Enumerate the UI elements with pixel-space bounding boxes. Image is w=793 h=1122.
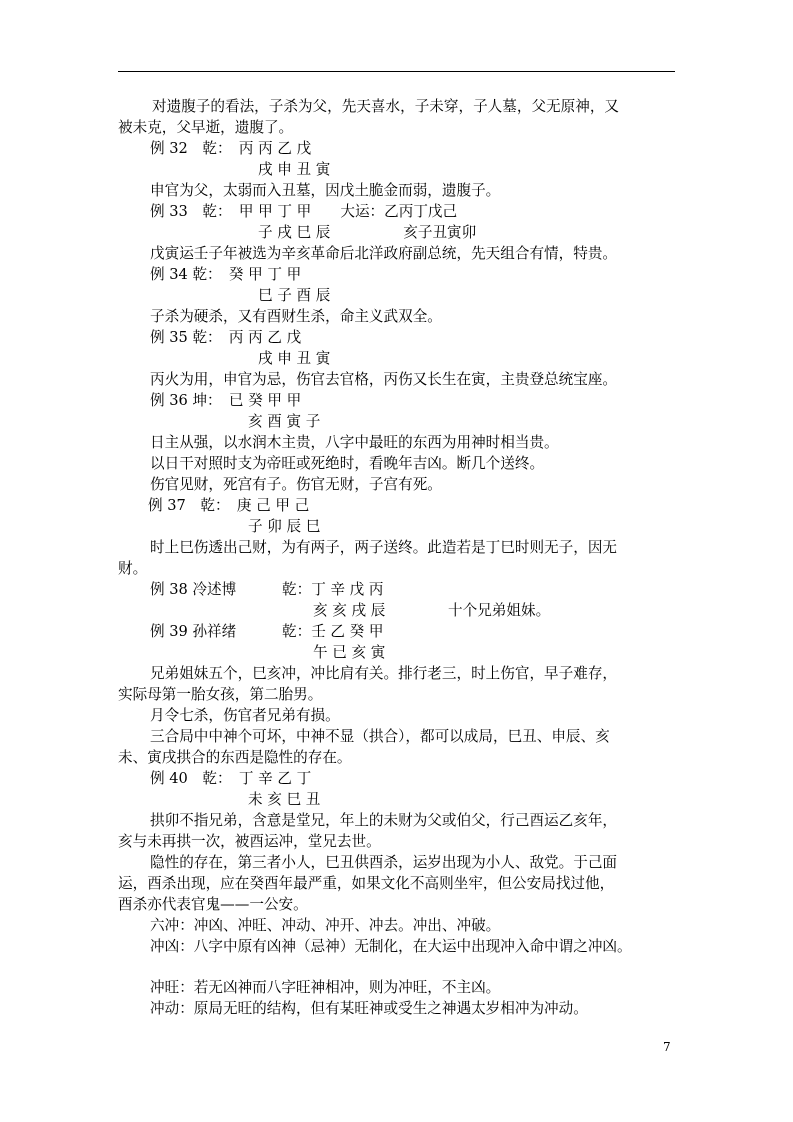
example-header: 例 40 乾： 丁 辛 乙 丁	[150, 770, 312, 787]
bazi-branches: 戌 申 丑 寅	[258, 350, 331, 367]
bazi-branches: 子 戌 巳 辰 亥子丑寅卯	[258, 224, 477, 241]
example-header: 例 38 冷述博	[150, 581, 237, 598]
bazi-branches: 午 已 亥 寅	[313, 644, 386, 661]
text-line: 冲旺：若无凶神而八字旺神相冲，则为冲旺，不主凶。	[150, 979, 501, 996]
text-line: 未、寅戌拱合的东西是隐性的存在。	[118, 749, 352, 766]
text-line: 戊寅运壬子年被选为辛亥革命后北洋政府副总统，先天组合有情，特贵。	[150, 245, 618, 262]
text-note: 十个兄弟姐妹。	[448, 602, 551, 619]
example-header: 例 35 乾： 丙 丙 乙 戊	[150, 329, 302, 346]
bazi-branches: 亥 亥 戌 辰	[313, 602, 386, 619]
text-line: 子杀为硬杀，又有酉财生杀，命主义武双全。	[150, 308, 442, 325]
text-line: 日主从强，以水润木主贵，八字中最旺的东西为用神时相当贵。	[150, 434, 559, 451]
bazi-branches: 巳 子 酉 辰	[258, 287, 331, 304]
header-rule	[118, 71, 675, 72]
text-line: 隐性的存在，第三者小人，巳丑供酉杀，运岁出现为小人、敌党。于己面	[150, 854, 618, 871]
example-header: 例 33 乾： 甲 甲 丁 甲 大运：乙丙丁戊己	[150, 203, 458, 220]
example-header: 例 39 孙祥绪	[150, 623, 237, 640]
bazi-branches: 未 亥 巳 丑	[248, 791, 321, 808]
example-header: 例 34 乾： 癸 甲 丁 甲	[150, 266, 302, 283]
text-line: 伤官见财，死宫有子。伤官无财，子宫有死。	[150, 476, 442, 493]
text-line: 财。	[118, 560, 148, 577]
text-line: 拱卯不指兄弟，含意是堂兄，年上的未财为父或伯父，行己酉运乙亥年，	[150, 812, 618, 829]
text-line: 以日干对照时支为帝旺或死绝时，看晚年吉凶。断几个送终。	[150, 455, 545, 472]
text-line: 冲动：原局无旺的结构，但有某旺神或受生之神遇太岁相冲为冲动。	[150, 1000, 588, 1017]
text-line: 申官为父，太弱而入丑墓，因戊土脆金而弱，遗腹子。	[150, 182, 501, 199]
example-header: 例 32 乾： 丙 丙 乙 戊	[150, 140, 312, 157]
text-line: 对遗腹子的看法，子杀为父，先天喜水，子未穿，子人墓，父无原神，又	[152, 98, 620, 115]
text-line: 兄弟姐妹五个，巳亥冲，冲比肩有关。排行老三，时上伤官，早子难存，	[150, 665, 618, 682]
bazi-branches: 子 卯 辰 巳	[248, 518, 321, 535]
text-line: 冲凶：八字中原有凶神（忌神）无制化，在大运中出现冲入命中谓之冲凶。	[150, 938, 632, 955]
text-line: 三合局中中神个可坏，中神不显（拱合），都可以成局，巳丑、申辰、亥	[150, 728, 610, 745]
example-header: 例 36 坤： 已 癸 甲 甲	[150, 392, 302, 409]
bazi-stems: 乾：丁 辛 戊 丙	[282, 581, 384, 598]
text-line: 亥与未再拱一次，被酉运冲，堂兄去世。	[118, 833, 381, 850]
text-line: 六冲：冲凶、冲旺、冲动、冲开、冲去。冲出、冲破。	[150, 917, 501, 934]
text-line: 被未克，父早逝，遗腹了。	[118, 119, 294, 136]
bazi-branches: 亥 酉 寅 子	[248, 413, 321, 430]
bazi-branches: 戌 申 丑 寅	[258, 161, 331, 178]
text-line: 酉杀亦代表官鬼——一公安。	[118, 896, 308, 913]
text-line: 丙火为用，申官为忌，伤官去官格，丙伤又长生在寅，主贵登总统宝座。	[150, 371, 618, 388]
page-number: 7	[663, 1040, 671, 1054]
text-line: 运，酉杀出现，应在癸酉年最严重，如果文化不高则坐牢，但公安局找过他，	[118, 875, 615, 892]
text-line: 实际母第一胎女孩，第二胎男。	[118, 686, 323, 703]
text-line: 月令七杀，伤官者兄弟有损。	[150, 707, 340, 724]
text-line: 时上巳伤透出己财，为有两子，两子送终。此造若是丁巳时则无子，因无	[150, 539, 618, 556]
bazi-stems: 乾：壬 乙 癸 甲	[282, 623, 384, 640]
example-header: 例 37 乾： 庚 己 甲 己	[148, 497, 310, 514]
